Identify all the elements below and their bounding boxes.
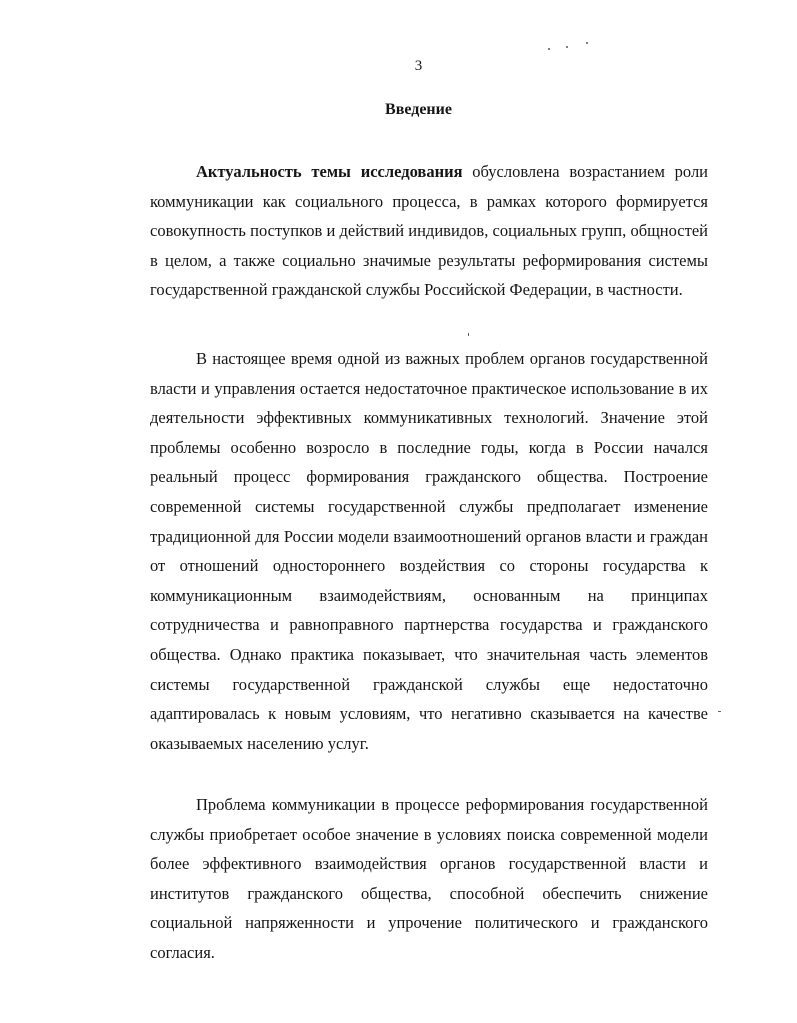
section-heading: Введение xyxy=(385,101,452,118)
scan-speck xyxy=(566,46,568,48)
scan-speck xyxy=(468,333,469,336)
relevance-text: обусловлена возрастанием роли коммуникации как социального процесса, в рамках которого формируется совокупность поступков и действий индивидов, социальных групп, общностей в целом, а также социально значимые результаты реформирования системы государственной гражданской службы Российской Федерации, в частности. xyxy=(150,162,709,300)
page-number: 3 xyxy=(414,58,423,74)
relevance-lead: Актуальность темы исследования xyxy=(196,162,463,181)
scan-speck xyxy=(548,48,550,50)
communication-problem-text: Проблема коммуникации в процессе реформирования государственной службы приобретает особое значение в условиях поиска современной модели более эффективного взаимодействия органов государственной власти и институтов гражданского общества, способной обеспечить снижение социальной напряженности и упрочение политического и гражданского согласия. xyxy=(150,795,708,962)
scan-speck xyxy=(586,42,588,44)
paragraph-relevance xyxy=(150,157,708,305)
current-problems-text: В настоящее время одной из важных проблем органов государственной власти и управления остается недостаточное практическое использование в их деятельности эффективных коммуникативных технологий. Значение этой проблемы особенно возросло в последние годы, когда в России начался реальный процесс формирования гражданского общества. Построение современной системы государственной службы предполагает изменение традиционной для России модели взаимоотношений органов власти и граждан от отношений одностороннего воздействия со стороны государства к коммуникационным взаимодействиям, основанным на принципах сотрудничества и равноправного партнерства государства и гражданского общества. Однако практика показывает, что значительная часть элементов системы государственной гражданской службы еще недостаточно адаптировалась к новым условиям, что негативно сказывается на качестве оказываемых населению услуг. xyxy=(150,349,708,753)
scan-speck xyxy=(718,711,721,712)
paragraph-current-problems xyxy=(150,344,708,758)
paragraph-communication-problem xyxy=(150,790,708,968)
